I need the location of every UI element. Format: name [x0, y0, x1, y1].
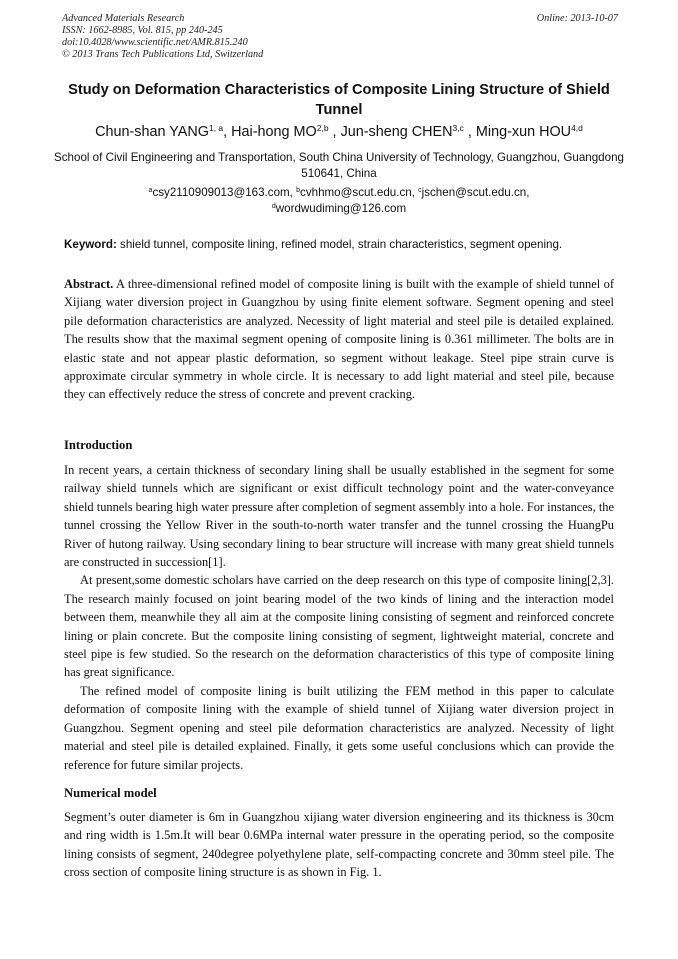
- author-name: Ming-xun HOU: [475, 124, 572, 140]
- section-heading-introduction: Introduction: [64, 438, 133, 452]
- section-heading-numerical-model: Numerical model: [64, 786, 157, 800]
- introduction-section: [64, 461, 614, 774]
- author-superscript: 4,d: [571, 123, 583, 133]
- email-link: jschen@scut.edu.cn,: [421, 186, 530, 199]
- author-superscript: 2,b: [316, 123, 329, 133]
- email-link: wordwudiming@126.com: [275, 201, 407, 215]
- paragraph: The refined model of composite lining is built utilizing the FEM method in this paper to calculate deformation of composite lining with the example of shield tunnel of Xijiang water diversion project in Guangzhou. Segment opening and steel pile deformation characteristics are analyzed. Necessity of light material and steel pile is detailed explained. Finally, it gets some useful conclusions which can provide the reference for future similar projects.: [64, 683, 614, 772]
- author-emails: $^a$csy2110909013@163.com, $^b$cvhhmo@scut.edu.cn, $^c$jschen@scut.edu.cn, $^d$wordwudiming@126.com: [148, 186, 530, 215]
- journal-copyright: © 2013 Trans Tech Publications Ltd, Switzerland: [62, 49, 264, 60]
- author-name: Jun-sheng CHEN: [340, 124, 453, 140]
- paragraph: In recent years, a certain thickness of secondary lining shall be usually established in the segment for some railway shield tunnels which are significant or exist difficult technology point and the water-conveyance shield tunnels bearing high water pressure after completion of segment assembly into a hole. For instances, the tunnel crossing the Yellow River in the south-to-north water transfer and the tunnel crossing the HuangPu River of hutong railway. Using secondary lining to bear structure will increase with many great shield tunnels are constructed in succession[1].: [64, 463, 614, 570]
- author-name: Chun-shan YANG: [95, 124, 209, 140]
- online-date: Online: 2013-10-07: [536, 13, 618, 24]
- author-superscript: 1, a: [208, 123, 224, 133]
- email-link: cvhhmo@scut.edu.cn,: [300, 186, 419, 199]
- abstract-text: A three-dimensional refined model of composite lining is built with the example of shield tunnel of Xijiang water diversion project in Guangzhou by using finite element software. Segment opening and steel pile deformation characteristics are analyzed. Necessity of light material and steel pile is detailed explained. The results show that the maximal segment opening of composite lining is 0.361 millimeter. The bolts are in elastic state and not appear plastic deformation, so segment without leakage. Steel pipe strain curve is approximate circular symmetry in whole circle. It is necessary to add light material and steel pile, because they can effectively reduce the stress of concrete and prevent cracking.: [64, 277, 614, 402]
- author-name: Hai-hong MO: [231, 124, 317, 140]
- keyword-label: Keyword:: [64, 238, 117, 251]
- journal-name: Advanced Materials Research: [62, 13, 185, 24]
- abstract: [64, 275, 614, 404]
- email-link: csy2110909013@163.com,: [152, 186, 297, 199]
- journal-issn: ISSN: 1662-8985, Vol. 815, pp 240-245: [62, 25, 223, 36]
- affiliation: School of Civil Engineering and Transportation, South China University of Technology, Guangzhou, Guangdong 510641, China: [54, 151, 624, 180]
- abstract-label: Abstract.: [64, 277, 114, 291]
- paragraph: At present,some domestic scholars have carried on the deep research on this type of composite lining[2,3]. The research mainly focused on joint bearing model of the two kinds of lining and the interaction model between them, meanwhile they all aim at the composite lining consisting of segment and reinforced concrete lining or plain concrete. But the composite lining consisting of segment, lightweight material, concrete and steel pipe is few studied. So the research on the deformation characteristics of this type of composite lining has great significance.: [64, 573, 614, 680]
- author-superscript: 3,c: [452, 123, 464, 133]
- paper-title: Study on Deformation Characteristics of Composite Lining Structure of Shield Tunnel: [68, 82, 610, 118]
- author-list: Chun-shan YANG$^{1, a}$, Hai-hong MO$^{2,b}$ , Jun-sheng CHEN$^{3,c}$ , Ming-xun HOU$^{4,d}$: [95, 123, 583, 140]
- numerical-model-section: [64, 808, 614, 882]
- journal-doi: doi:10.4028/www.scientific.net/AMR.815.240: [62, 37, 248, 48]
- journal-header: [62, 13, 618, 61]
- keywords: [64, 237, 624, 252]
- keyword-text: shield tunnel, composite lining, refined model, strain characteristics, segment opening.: [116, 238, 563, 251]
- paragraph: Segment’s outer diameter is 6m in Guangzhou xijiang water diversion engineering and its thickness is 30cm and ring width is 1.5m.It will bear 0.6MPa internal water pressure in the operating period, so the composite lining consists of segment, 240degree polyethylene plate, self-compacting concrete and 30mm steel pile. The cross section of composite lining structure is as shown in Fig. 1.: [64, 810, 614, 880]
